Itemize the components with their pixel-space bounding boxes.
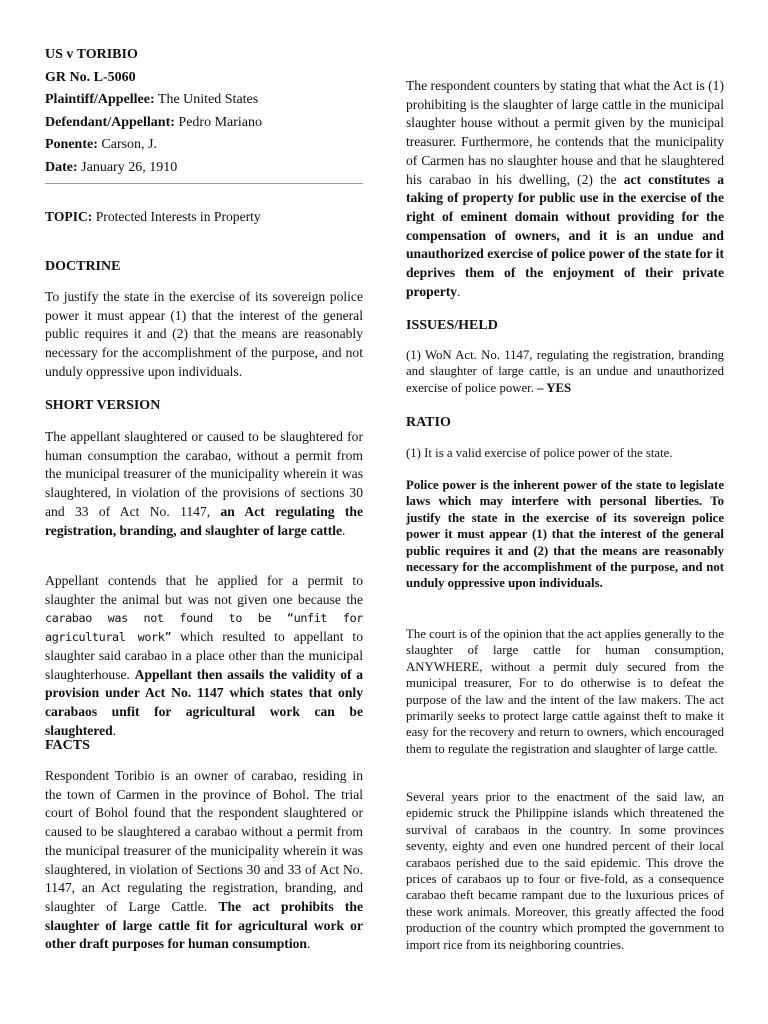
date-value: January 26, 1910 [77,159,178,175]
date-label: Date: [45,159,78,175]
short-version-paragraph-1 [45,428,363,540]
header-divider [45,183,363,184]
ratio-paragraph-2: Police power is the inherent power of the state to legislate laws which may interfere with personal liberties. To justify the state in the exercise of its sovereign police power it must appear (1) that the interest of the general public requires it and (2) that the means are reasonably necessary for the accomplishment of the purpose, and not unduly oppressive upon individuals. [406,478,724,591]
topic-value: Protected Interests in Property [92,209,261,224]
plaintiff-value: The United States [154,92,259,107]
ratio-paragraph-3: The court is of the opinion that the act applies generally to the slaughter of large cattle for human consumption, ANYWHERE, without a permit duly secured from the municipal treasurer, For to do otherwise is to defeat the purpose of the law and the intent of the law makers. The act primarily seeks to protect large cattle against theft to make it easy for the recovery and return to owners, which encouraged them to regulate the registration and slaughter of large cattle. [406,627,724,756]
counter-bold: act constitutes a taking of property for public use in the exercise of the right of eminent domain without providing for the compensation of owners, and it is an undue and unauthorized exercise of police power of the state for it deprives them of the enjoyment of their private property [406,171,725,299]
issues-heading: ISSUES/HELD [406,318,498,333]
facts-bold: The act prohibits the slaughter of large cattle fit for agricultural work or other draft purposes for human consumption [45,898,363,952]
ratio-heading: RATIO [406,415,451,430]
short-version-p2-text-b: which resulted to appellant to slaughter said carabao in a place other than the municipal slaughterhouse. [45,629,363,682]
facts-text [45,767,363,954]
facts-end: . [306,936,311,952]
date-line [45,157,363,180]
issues-text [406,347,724,396]
case-title: US v TORIBIO [45,47,138,62]
short-version-p2-end: . [112,722,117,738]
plaintiff-label: Plaintiff/Appellee: [45,92,155,107]
ponente-label: Ponente: [45,137,98,152]
defendant-value: Pedro Mariano [174,114,262,130]
counter-end: . [457,283,461,299]
counter-text: The respondent counters by stating that what the Act is (1) prohibiting is the slaughter of large cattle in the municipal slaughter house without a permit given by the municipal treasurer. Furthermore, he contends that the municipality of Carmen has no slaughter house and that he slaughtered his carabao in his dwelling, (2) the [406,78,724,187]
ponente-value: Carson, J. [97,137,158,152]
ratio-paragraph-1: (1) It is a valid exercise of police power of the state. [406,446,673,460]
short-version-heading: SHORT VERSION [45,398,161,413]
counter-argument [406,77,724,301]
issues-answer: – YES [537,380,572,395]
topic-line [45,208,363,227]
short-version-p1-bold: an Act regulating the registration, branding, and slaughter of large cattle [45,503,364,538]
facts-body: Respondent Toribio is an owner of carabao, residing in the town of Carmen in the province of Bohol. The trial court of Bohol found that the respondent slaughtered or caused to be slaughtered a carabao without a permit from the municipal treasurer of the municipality wherein it was slaughtered, in violation of Sections 30 and 33 of Act No. 1147, an Act regulating the registration, branding, and slaughter of Large Cattle. [45,768,363,914]
plaintiff-line [45,89,363,112]
defendant-line [45,112,363,135]
short-version-p2-mono: carabao was not found to be “unfit for agricultural work” [45,611,363,645]
case-header [45,44,363,179]
topic-label: TOPIC: [45,209,93,224]
gr-number: GR No. L-5060 [45,69,136,85]
issues-body: (1) WoN Act. No. 1147, regulating the registration, branding and slaughter of large cattle, is an undue and unauthorized exercise of police power. [406,348,724,395]
ratio-paragraph-4: Several years prior to the enactment of the said law, an epidemic struck the Philippine islands which threatened the survival of carabaos in the country. In some provinces seventy, eighty and even one hundred percent of their local carabaos perished due to the said epidemic. This drove the prices of carabaos up to four or five-fold, as a consequence carabao theft became rampant due to the luxurious prices of these work animals. Moreover, this greatly affected the food production of the country which prompted the government to import rice from its neighboring countries. [406,790,724,952]
short-version-p2-bold: Appellant then assails the validity of a provision under Act No. 1147 which states that only carabaos unfit for agricultural work can be slaughtered [45,666,364,738]
short-version-paragraph-2 [45,572,363,740]
facts-heading: FACTS [45,738,90,753]
short-version-p1-text: The appellant slaughtered or caused to be slaughtered for human consumption the carabao, without a permit from the municipal treasurer of the municipality wherein it was slaughtered, in violation of the provisions of sections 30 and 33 of Act No. 1147, [45,429,363,519]
short-version-p1-end: . [342,522,346,538]
doctrine-text: To justify the state in the exercise of its sovereign police power it must appear (1) that the interest of the general public requires it and (2) that the means are reasonably necessary for the accomplishment of the purpose, and not unduly oppressive upon individuals. [45,289,363,379]
doctrine-heading: DOCTRINE [45,259,121,274]
short-version-p2-text-a: Appellant contends that he applied for a permit to slaughter the animal but was not given one because the [45,573,363,607]
defendant-label: Defendant/Appellant: [45,114,175,130]
ponente-line [45,134,363,157]
